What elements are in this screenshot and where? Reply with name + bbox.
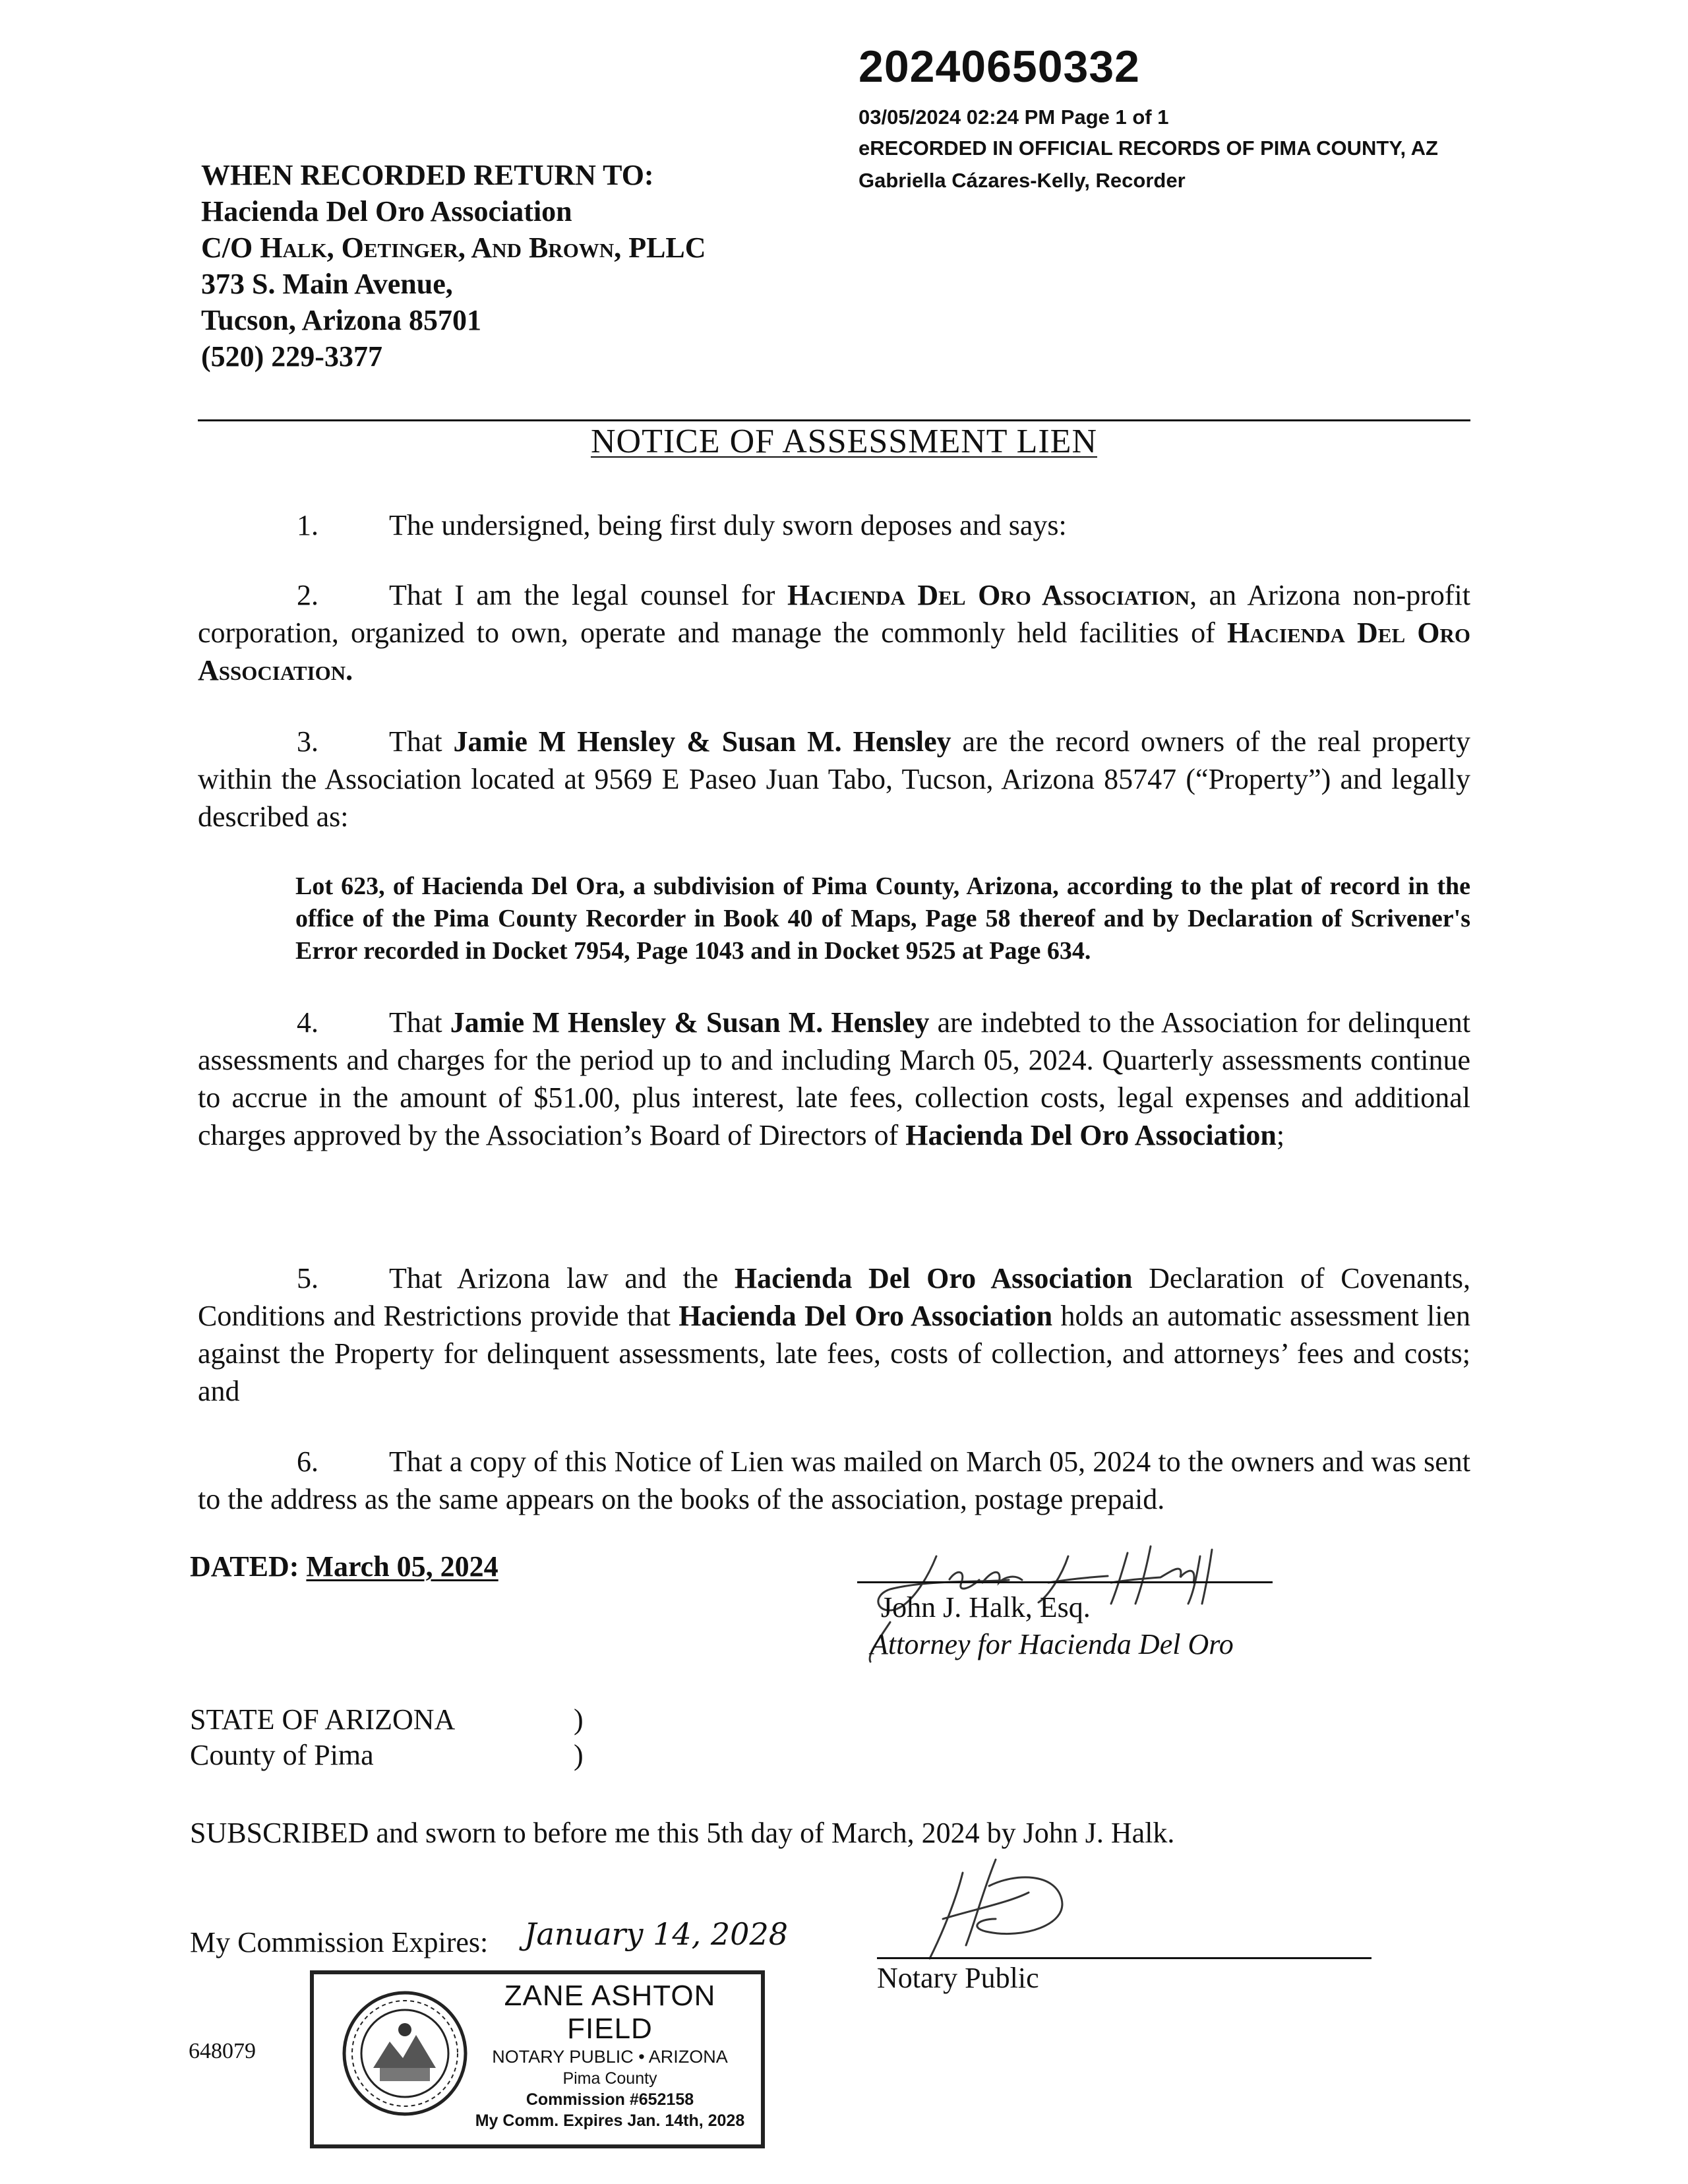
paragraph-6-text: That a copy of this Notice of Lien was mailed on March 05, 2024 to the owners and was sent to the address as the same appears on the books of the association, postage prepaid.	[198, 1445, 1470, 1515]
paragraph-4-text-b: are indebted to the Association for delinquent assessments and charges for the period up to and including March 05, 2024. Quarterly assessments continue to accrue in the amount of $51.00, plus interest, late fees, collection costs, legal expenses and additional charges approved by the Association’s Board of Directors of	[198, 1006, 1470, 1151]
paragraph-5-text-b: Declaration of Covenants, Conditions and Restrictions provide that	[198, 1262, 1471, 1332]
recording-erecorded: eRECORDED IN OFFICIAL RECORDS OF PIMA COUNTY, AZ	[859, 136, 1438, 160]
venue-state: STATE OF ARIZONA	[190, 1703, 456, 1736]
notary-stamp-commission: Commission #652158	[526, 2090, 694, 2109]
venue-paren-2: )	[574, 1739, 584, 1771]
paragraph-4	[198, 1004, 1470, 1154]
paragraph-6-number: 6.	[297, 1445, 318, 1478]
paragraph-5-association-b: Hacienda Del Oro Association	[678, 1300, 1053, 1332]
dated-line	[190, 1550, 498, 1583]
return-to-heading: WHEN RECORDED RETURN TO:	[201, 159, 654, 191]
notary-stamp-text	[462, 1980, 758, 2131]
paragraph-2-text-a: That I am the legal counsel for	[389, 579, 787, 611]
notary-stamp-title: NOTARY PUBLIC • ARIZONA	[492, 2047, 728, 2067]
arizona-seal-icon	[340, 1989, 469, 2118]
recording-number: 20240650332	[859, 42, 1141, 92]
paragraph-4-owners: Jamie M Hensley & Susan M. Hensley	[450, 1006, 930, 1039]
paragraph-4-text-c: ;	[1276, 1119, 1285, 1151]
header-divider	[198, 419, 1470, 421]
paragraph-5-number: 5.	[297, 1262, 318, 1294]
document-side-number: 648079	[189, 2039, 256, 2063]
paragraph-5-text-c: holds an automatic assessment lien against the Property for delinquent assessments, late fees, costs of collection, and attorneys’ fees and costs; and	[198, 1300, 1471, 1407]
paragraph-1-number: 1.	[297, 509, 318, 541]
paragraph-3-owners: Jamie M Hensley & Susan M. Hensley	[453, 725, 951, 758]
notary-stamp-name: ZANE ASHTON FIELD	[504, 1980, 716, 2045]
return-to-phone: (520) 229-3377	[201, 340, 382, 373]
paragraph-2-association-b: Hacienda Del Oro Association.	[198, 617, 1470, 686]
attorney-role: Attorney for Hacienda Del Oro	[870, 1628, 1234, 1660]
paragraph-4-association: Hacienda Del Oro Association	[905, 1119, 1277, 1151]
legal-description: Lot 623, of Hacienda Del Ora, a subdivision of Pima County, Arizona, according to the plat of record in the office of the Pima County Recorder in Book 40 of Maps, Page 58 thereof and by Declaration of Scrivener's Error recorded in Docket 7954, Page 1043 and in Docket 9525 at Page 634.	[295, 872, 1470, 965]
recording-datetime: 03/05/2024 02:24 PM Page 1 of 1	[859, 106, 1169, 129]
notary-public-label: Notary Public	[877, 1962, 1039, 1994]
venue-paren-1: )	[574, 1703, 584, 1736]
commission-handwritten-date: January 14, 2028	[524, 1916, 788, 1952]
document-title-text: NOTICE OF ASSESSMENT LIEN	[590, 423, 1097, 460]
recording-recorder: Gabriella Cázares-Kelly, Recorder	[859, 169, 1186, 192]
paragraph-5	[198, 1259, 1470, 1410]
paragraph-3-text-a: That	[389, 725, 454, 758]
jurat-text: SUBSCRIBED and sworn to before me this 5th day of March, 2024 by John J. Halk.	[190, 1817, 1175, 1849]
paragraph-4-text-a: That	[389, 1006, 450, 1039]
notary-stamp-county: Pima County	[562, 2069, 657, 2088]
paragraph-2-association-a: Hacienda Del Oro Association	[787, 579, 1190, 611]
paragraph-3	[198, 723, 1470, 835]
return-to-care-of: C/O Halk, Oetinger, And Brown, PLLC	[201, 231, 706, 264]
return-to-street: 373 S. Main Avenue,	[201, 268, 453, 300]
commission-label: My Commission Expires:	[190, 1926, 489, 1958]
paragraph-2-text-b: , an Arizona non-profit corporation, organized to own, operate and manage the commonly held facilities of	[198, 579, 1470, 649]
paragraph-2	[198, 576, 1470, 689]
return-to-city: Tucson, Arizona 85701	[201, 304, 482, 336]
paragraph-2-number: 2.	[297, 579, 318, 611]
return-to-block	[201, 157, 706, 375]
paragraph-1	[198, 506, 1470, 544]
paragraph-6	[198, 1443, 1470, 1518]
attorney-name: John J. Halk, Esq.	[881, 1591, 1091, 1623]
paragraph-5-text-a: That Arizona law and the	[389, 1262, 735, 1294]
attorney-signature-line	[857, 1581, 1273, 1583]
paragraph-3-number: 3.	[297, 725, 318, 758]
notary-stamp	[310, 1970, 765, 2148]
notary-signature-line	[877, 1957, 1372, 1959]
paragraph-4-number: 4.	[297, 1006, 318, 1039]
paragraph-1-text: The undersigned, being first duly sworn deposes and says:	[389, 509, 1067, 541]
return-to-name: Hacienda Del Oro Association	[201, 195, 572, 228]
dated-value: March 05, 2024	[306, 1550, 498, 1583]
paragraph-5-association-a: Hacienda Del Oro Association	[734, 1262, 1133, 1294]
paragraph-3-text-b: are the record owners of the real property within the Association located at 9569 E Paseo Juan Tabo, Tucson, Arizona 85747 (“Property”) and legally described as:	[198, 725, 1470, 833]
notary-stamp-expiry: My Comm. Expires Jan. 14th, 2028	[475, 2111, 745, 2130]
dated-label: DATED:	[190, 1550, 307, 1583]
document-title	[0, 422, 1688, 461]
venue-county: County of Pima	[190, 1739, 374, 1771]
